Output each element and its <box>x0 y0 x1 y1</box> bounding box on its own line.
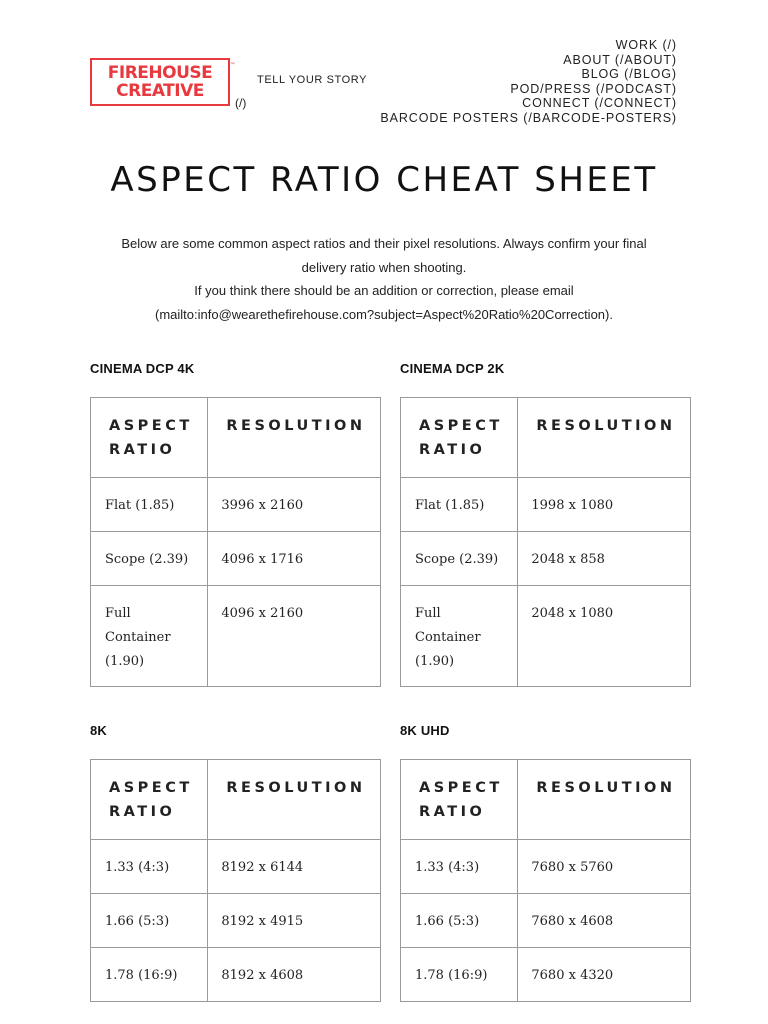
table-row <box>91 948 381 1002</box>
logo-line-1: FIREHOUSE <box>107 63 213 83</box>
section-title-cinema-dcp-2k: CINEMA DCP 2K <box>400 361 505 376</box>
cell-ratio: 1.66 (5:3) <box>91 894 208 948</box>
nav-blog-link[interactable]: BLOG (/BLOG) <box>581 67 677 82</box>
table-row <box>401 478 691 532</box>
table-header-row <box>91 760 381 840</box>
nav-podcast-link[interactable]: POD/PRESS (/PODCAST) <box>510 81 677 96</box>
cell-ratio: 1.78 (16:9) <box>91 948 208 1002</box>
nav-about-link[interactable]: ABOUT (/ABOUT) <box>563 52 677 67</box>
cell-ratio: Flat (1.85) <box>91 478 208 532</box>
cell-ratio: 1.33 (4:3) <box>401 840 518 894</box>
logo-line-2: CREATIVE <box>116 81 204 101</box>
header-resolution: RESOLUTION <box>518 398 691 478</box>
email-link[interactable]: (mailto:info@wearethefirehouse.com?subject=Aspect%20Ratio%20Correction). <box>155 306 613 322</box>
table-row <box>91 532 381 586</box>
cell-resolution: 8192 x 4608 <box>208 948 381 1002</box>
main-nav <box>380 38 677 126</box>
cell-ratio: Flat (1.85) <box>401 478 518 532</box>
intro-line: If you think there should be an addition or correction, please email <box>194 283 574 298</box>
section-title-8k-uhd: 8K UHD <box>400 723 450 738</box>
intro-line: delivery ratio when shooting. <box>301 259 467 275</box>
firehouse-creative-logo[interactable] <box>90 58 235 106</box>
table-row <box>401 532 691 586</box>
table-cinema-dcp-2k <box>400 397 691 687</box>
cell-ratio: Scope (2.39) <box>91 532 208 586</box>
table-8k <box>90 759 381 1002</box>
cell-ratio: Full Container (1.90) <box>91 586 208 687</box>
header-resolution: RESOLUTION <box>208 760 381 840</box>
table-cinema-dcp-4k <box>90 397 381 687</box>
table-header-row <box>401 398 691 478</box>
nav-work-link[interactable]: WORK (/) <box>615 38 677 52</box>
cell-resolution: 7680 x 5760 <box>518 840 691 894</box>
header-resolution: RESOLUTION <box>518 760 691 840</box>
home-link[interactable]: (/) <box>235 96 247 110</box>
table-8k-uhd <box>400 759 691 1002</box>
header-aspect-ratio: ASPECT RATIO <box>91 760 208 840</box>
cell-resolution: 4096 x 1716 <box>208 532 381 586</box>
header-aspect-ratio: ASPECT RATIO <box>401 760 518 840</box>
table-row <box>91 894 381 948</box>
cell-resolution: 2048 x 1080 <box>518 586 691 687</box>
header-aspect-ratio: ASPECT RATIO <box>91 398 208 478</box>
cell-ratio: 1.66 (5:3) <box>401 894 518 948</box>
intro-text <box>80 232 688 326</box>
cell-ratio: Scope (2.39) <box>401 532 518 586</box>
nav-barcode-posters-link[interactable]: BARCODE POSTERS (/BARCODE-POSTERS) <box>380 110 677 125</box>
cell-resolution: 2048 x 858 <box>518 532 691 586</box>
table-header-row <box>401 760 691 840</box>
table-row <box>91 840 381 894</box>
table-row <box>401 894 691 948</box>
table-row <box>401 840 691 894</box>
cell-resolution: 1998 x 1080 <box>518 478 691 532</box>
table-row <box>401 948 691 1002</box>
cell-resolution: 7680 x 4320 <box>518 948 691 1002</box>
cell-resolution: 8192 x 6144 <box>208 840 381 894</box>
page-title: ASPECT RATIO CHEAT SHEET <box>110 160 658 200</box>
header-resolution: RESOLUTION <box>208 398 381 478</box>
cell-resolution: 7680 x 4608 <box>518 894 691 948</box>
cell-resolution: 8192 x 4915 <box>208 894 381 948</box>
tagline: TELL YOUR STORY <box>257 74 368 86</box>
section-title-cinema-dcp-4k: CINEMA DCP 4K <box>90 361 195 376</box>
intro-line: Below are some common aspect ratios and their pixel resolutions. Always confirm your final <box>121 236 647 251</box>
table-header-row <box>91 398 381 478</box>
table-row <box>91 478 381 532</box>
cell-resolution: 4096 x 2160 <box>208 586 381 687</box>
table-row <box>401 586 691 687</box>
cell-ratio: 1.78 (16:9) <box>401 948 518 1002</box>
nav-connect-link[interactable]: CONNECT (/CONNECT) <box>522 96 677 111</box>
cell-ratio: 1.33 (4:3) <box>91 840 208 894</box>
logo-trademark: ™ <box>229 62 235 69</box>
header-aspect-ratio: ASPECT RATIO <box>401 398 518 478</box>
cell-resolution: 3996 x 2160 <box>208 478 381 532</box>
section-title-8k: 8K <box>90 723 108 738</box>
table-row <box>91 586 381 687</box>
cell-ratio: Full Container (1.90) <box>401 586 518 687</box>
